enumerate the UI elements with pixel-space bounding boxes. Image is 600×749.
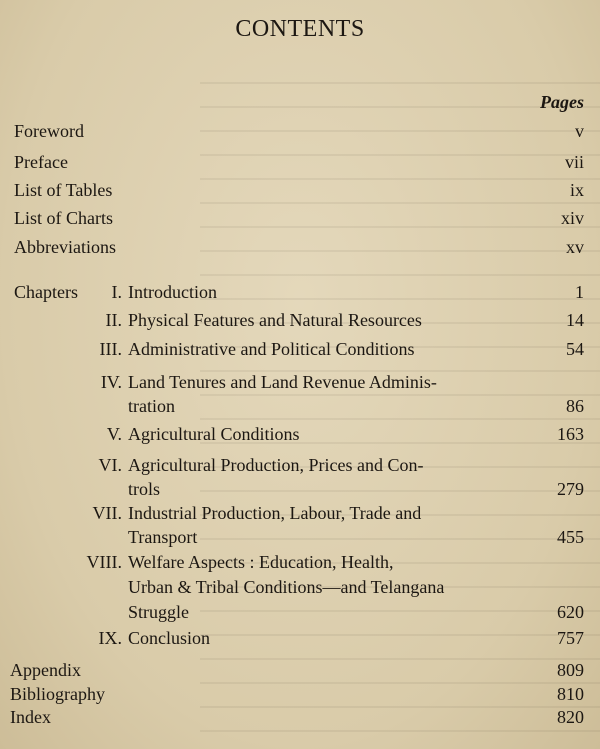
page-number: 810 [557, 684, 584, 704]
page-number: xiv [560, 208, 584, 228]
pages-column-heading: Pages [540, 92, 584, 112]
page-number: 1 [575, 282, 584, 302]
page-number: ix [569, 180, 584, 200]
page-number: 279 [557, 479, 584, 499]
chapters-label: Chapters [14, 282, 78, 302]
book-page: CONTENTS Pages Foreword v Preface vii List of Tables ix List of Charts xiv Abbreviations xv Chapters I. Introduction 1 II. Physical Features and Natural Resources 14 III. Administrative and Political Conditions 54 IV. Land Tenures and Land Revenue Adminis- tration 86 V. Agricultural Conditions 163 VI. Agricultural Production, Prices and Con- trols 279 VII. Industrial Production, Labour, Trade and Transport 455 VIII. Welfare Aspects : Education, Health, Urban & Tribal Conditions—and Telangana Struggle 620 IX. Conclusion 757 Appendix 809 Bibliography 810 Index 820 [0, 0, 600, 749]
page-number: xv [566, 237, 584, 257]
page-number: 54 [566, 339, 584, 359]
page-title: CONTENTS [235, 16, 365, 42]
page-number: 86 [566, 396, 584, 416]
page-number: v [575, 121, 584, 141]
page-number: 809 [557, 660, 584, 680]
page-number: 163 [557, 424, 584, 444]
page-number: 620 [557, 602, 584, 622]
page-number: 14 [566, 310, 584, 330]
page-number: 757 [557, 628, 584, 648]
page-number: vii [564, 152, 584, 172]
page-number: 820 [557, 707, 584, 727]
bleed-through-text [200, 60, 600, 740]
page-number: 455 [557, 527, 584, 547]
